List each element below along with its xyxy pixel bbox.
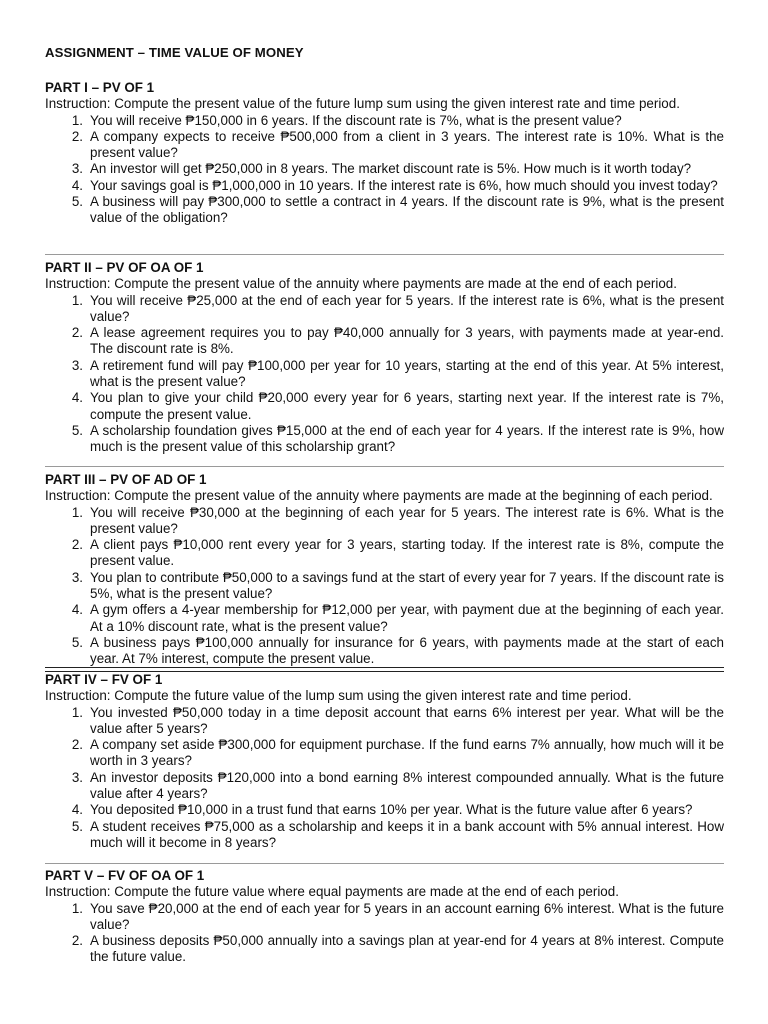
part-4-list: [45, 705, 724, 852]
list-item: 4. You plan to give your child ₱20,000 every year for 6 years, starting next year. If the interest rate is 7%, compute the present value.: [71, 390, 724, 422]
list-item: 2. A client pays ₱10,000 rent every year for 3 years, starting today. If the interest rate is 8%, compute the present value.: [71, 537, 724, 569]
section-divider: [45, 254, 724, 255]
part-5-section: [45, 868, 724, 966]
list-item: 3. An investor will get ₱250,000 in 8 years. The market discount rate is 5%. How much is it worth today?: [71, 161, 692, 177]
document-title: ASSIGNMENT – TIME VALUE OF MONEY: [45, 45, 304, 60]
list-item: 1. You will receive ₱25,000 at the end of each year for 5 years. If the interest rate is 6%, what is the present value?: [71, 292, 724, 324]
part-2-instruction: Instruction: Compute the present value of the annuity where payments are made at the end of each period.: [45, 276, 677, 292]
part-5-heading: PART V – FV OF OA OF 1: [45, 868, 205, 883]
section-divider: [45, 863, 724, 864]
part-1-list: [45, 113, 724, 227]
list-item: 1. You will receive ₱150,000 in 6 years. If the discount rate is 7%, what is the present value?: [71, 112, 622, 128]
list-item: 5. A scholarship foundation gives ₱15,000 at the end of each year for 4 years. If the interest rate is 9%, how much is the present value of this scholarship grant?: [71, 422, 724, 455]
list-item: 1. You invested ₱50,000 today in a time deposit account that earns 6% interest per year. What will be the value after 5 years?: [71, 704, 724, 736]
part-5-list: [45, 901, 724, 966]
list-item: 2. A company set aside ₱300,000 for equipment purchase. If the fund earns 7% annually, how much will it be worth in 3 years?: [71, 737, 724, 769]
list-item: 2. A company expects to receive ₱500,000 from a client in 3 years. The interest rate is 10%. What is the present value?: [71, 128, 724, 161]
part-1-section: [45, 80, 724, 227]
section-divider: [45, 466, 724, 467]
part-1-instruction: Instruction: Compute the present value of the future lump sum using the given interest rate and time period.: [45, 96, 680, 112]
list-item: 4. A gym offers a 4-year membership for ₱12,000 per year, with payment due at the beginning of each year. At a 10% discount rate, what is the present value?: [71, 602, 724, 634]
part-4-section: [45, 672, 724, 851]
part-5-instruction: Instruction: Compute the future value where equal payments are made at the end of each period.: [45, 884, 619, 900]
part-2-heading: PART II – PV OF OA OF 1: [45, 260, 204, 275]
part-1-heading: PART I – PV OF 1: [45, 80, 155, 95]
list-item: 4. Your savings goal is ₱1,000,000 in 10 years. If the interest rate is 6%, how much should you invest today?: [71, 177, 718, 193]
part-4-heading: PART IV – FV OF 1: [45, 672, 163, 687]
part-4-instruction: Instruction: Compute the future value of the lump sum using the given interest rate and time period.: [45, 688, 632, 704]
part-3-heading: PART III – PV OF AD OF 1: [45, 472, 207, 487]
list-item: 1. You will receive ₱30,000 at the beginning of each year for 5 years. The interest rate is 6%. What is the present value?: [71, 504, 724, 536]
part-2-list: [45, 293, 724, 456]
list-item: 3. An investor deposits ₱120,000 into a bond earning 8% interest compounded annually. What is the future value after 4 years?: [71, 769, 724, 802]
part-2-section: [45, 260, 724, 456]
part-3-list: [45, 505, 724, 668]
list-item: 3. You plan to contribute ₱50,000 to a savings fund at the start of every year for 7 years. If the discount rate is 5%, what is the present value?: [71, 569, 724, 602]
list-item: 2. A lease agreement requires you to pay ₱40,000 annually for 3 years, with payments made at year-end. The discount rate is 8%.: [71, 325, 724, 357]
list-item: 1. You save ₱20,000 at the end of each year for 5 years in an account earning 6% interest. What is the future value?: [71, 900, 724, 932]
list-item: 5. A business pays ₱100,000 annually for insurance for 6 years, with payments made at the start of each year. At 7% interest, compute the present value.: [71, 634, 724, 667]
list-item: 2. A business deposits ₱50,000 annually into a savings plan at year-end for 4 years at 8% interest. Compute the future value.: [71, 933, 724, 965]
list-item: 3. A retirement fund will pay ₱100,000 per year for 10 years, starting at the end of this year. At 5% interest, what is the present value?: [71, 357, 724, 390]
part-3-section: [45, 472, 724, 668]
list-item: 4. You deposited ₱10,000 in a trust fund that earns 10% per year. What is the future value after 6 years?: [71, 802, 693, 818]
part-3-instruction: Instruction: Compute the present value of the annuity where payments are made at the beginning of each period.: [45, 488, 713, 504]
list-item: 5. A business will pay ₱300,000 to settle a contract in 4 years. If the discount rate is 9%, what is the present value of the obligation?: [71, 194, 724, 226]
list-item: 5. A student receives ₱75,000 as a scholarship and keeps it in a bank account with 5% annual interest. How much will it become in 8 years?: [71, 818, 724, 850]
